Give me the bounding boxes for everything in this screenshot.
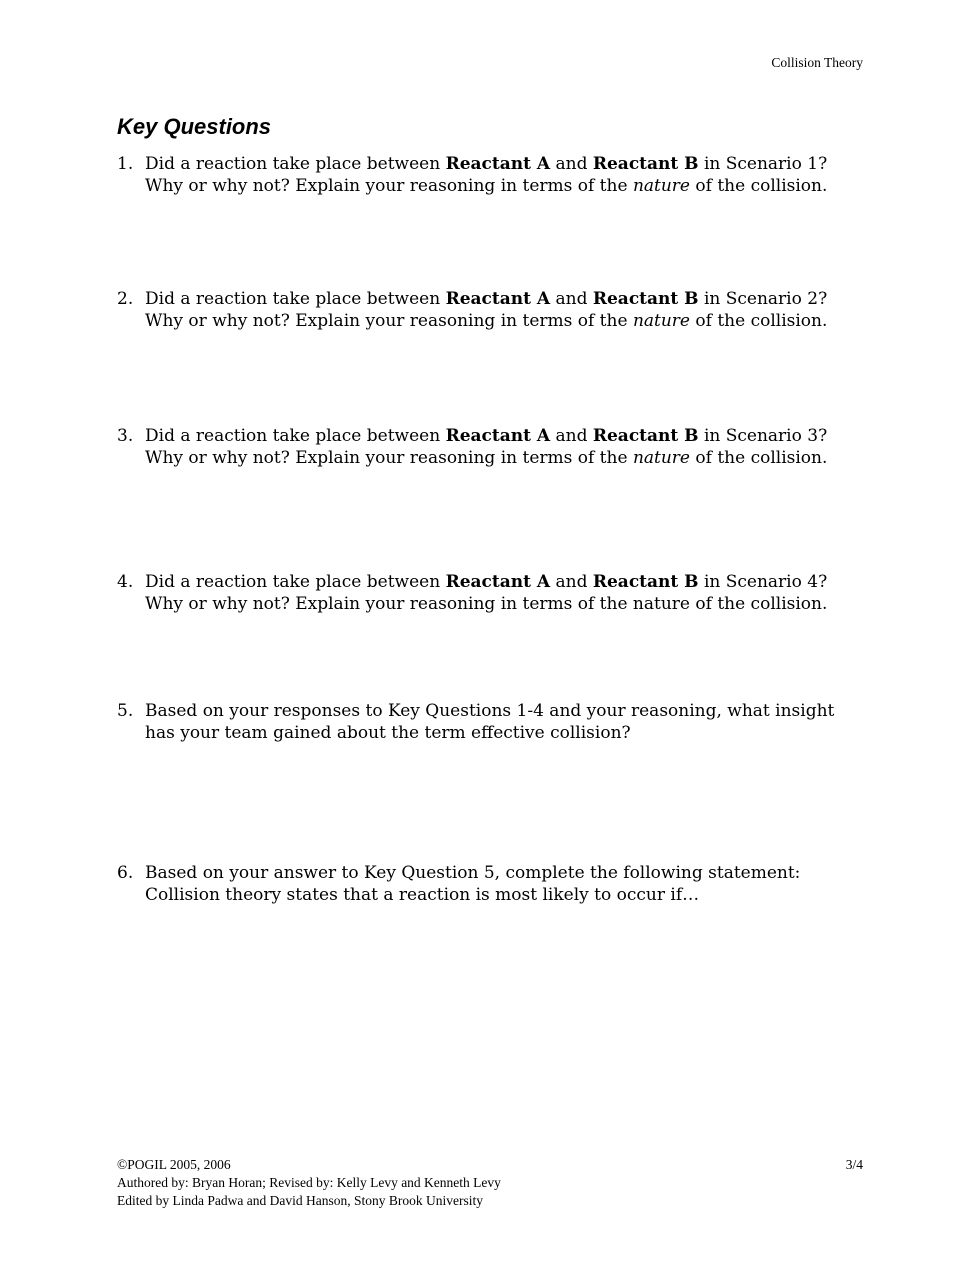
question-text-line: Did a reaction take place between Reactant A and Reactant B in Scenario 4?: [145, 572, 828, 592]
page-title: Key Questions: [117, 114, 272, 139]
question-text-line: has your team gained about the term effective collision?: [145, 723, 631, 743]
question-number: 1.: [117, 154, 134, 174]
footer: [117, 1156, 501, 1210]
question-text: [145, 153, 905, 197]
question-item: [117, 153, 905, 197]
question-text: [145, 288, 905, 332]
question-text-line: Why or why not? Explain your reasoning in terms of the nature of the collision.: [145, 176, 828, 196]
question-item: [117, 425, 905, 469]
question-text-line: Based on your responses to Key Questions 1-4 and your reasoning, what insight: [145, 701, 835, 721]
question-item: [117, 288, 905, 332]
question-item: [117, 700, 905, 744]
question-item: [117, 862, 905, 906]
question-text: [145, 700, 905, 744]
question-number: 4.: [117, 572, 134, 592]
question-text-line: Why or why not? Explain your reasoning in terms of the nature of the collision.: [145, 594, 828, 614]
question-number: 3.: [117, 426, 134, 446]
question-number: 2.: [117, 289, 134, 309]
question-text-line: Why or why not? Explain your reasoning in terms of the nature of the collision.: [145, 311, 828, 331]
question-number: 6.: [117, 863, 134, 883]
question-text: [145, 571, 905, 615]
question-text: [145, 862, 905, 906]
question-text-line: Did a reaction take place between Reactant A and Reactant B in Scenario 1?: [145, 154, 828, 174]
question-text-line: Based on your answer to Key Question 5, complete the following statement:: [145, 863, 801, 883]
question-text-line: Did a reaction take place between Reactant A and Reactant B in Scenario 2?: [145, 289, 828, 309]
question-text-line: Did a reaction take place between Reactant A and Reactant B in Scenario 3?: [145, 426, 828, 446]
question-number: 5.: [117, 701, 134, 721]
header-running-title: Collision Theory: [771, 55, 863, 70]
footer-editors-line: Edited by Linda Padwa and David Hanson, Stony Brook University: [117, 1193, 483, 1208]
page-number: 3/4: [845, 1157, 863, 1172]
question-item: [117, 571, 905, 615]
question-text-line: Collision theory states that a reaction is most likely to occur if…: [145, 885, 700, 905]
footer-copyright-line: ©POGIL 2005, 2006: [117, 1157, 231, 1172]
question-text-line: Why or why not? Explain your reasoning in terms of the nature of the collision.: [145, 448, 828, 468]
footer-authors-line: Authored by: Bryan Horan; Revised by: Kelly Levy and Kenneth Levy: [117, 1175, 501, 1190]
question-text: [145, 425, 905, 469]
